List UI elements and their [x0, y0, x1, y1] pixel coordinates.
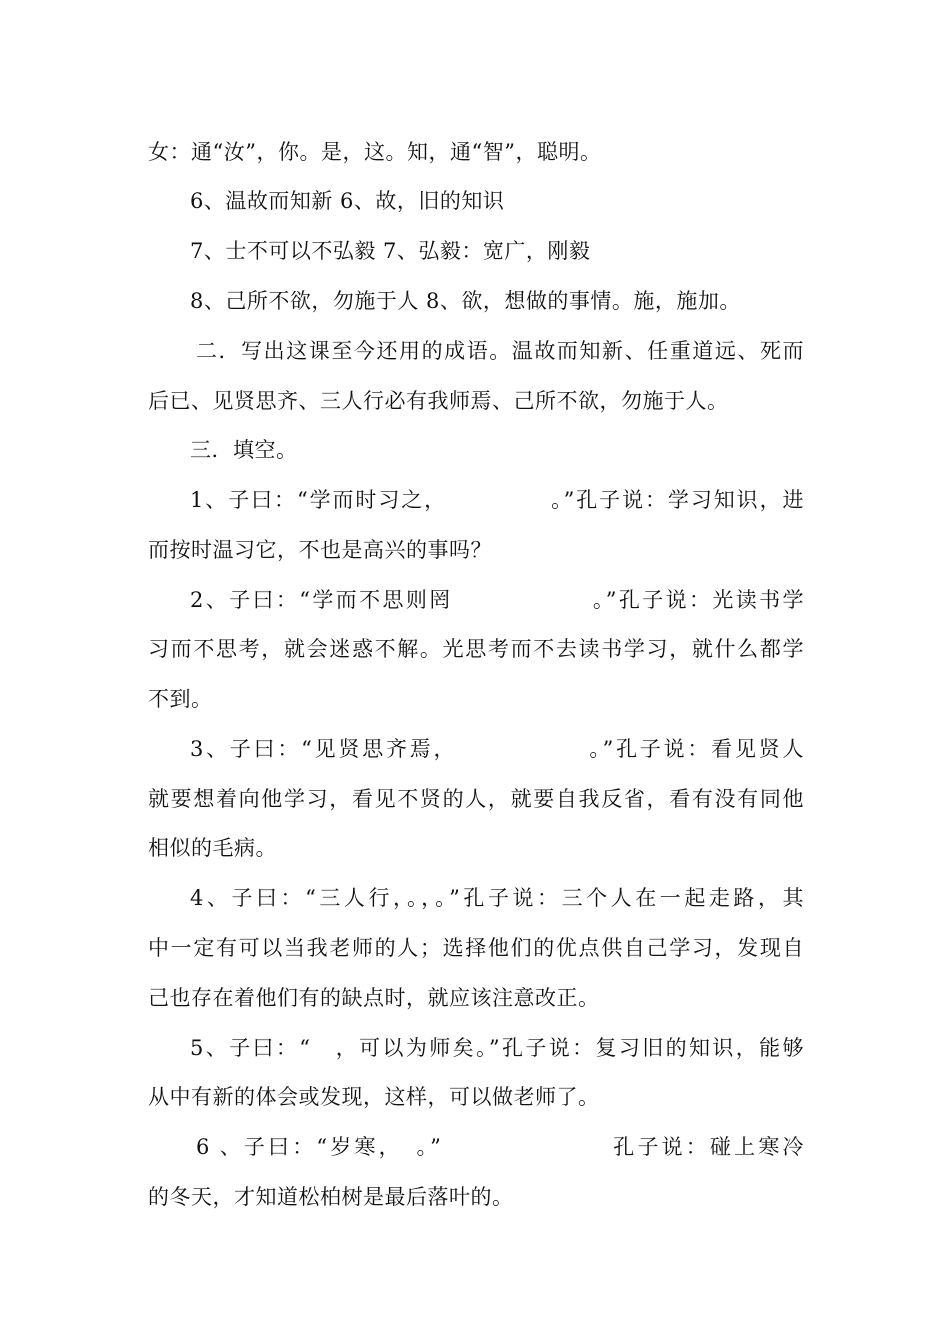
text-line: 3、子曰：“见贤思齐焉， 。”孔子说：看见贤人 [190, 737, 804, 761]
section-heading: 三．填空。 [190, 438, 298, 462]
text-line: 从中有新的体会或发现，这样，可以做老师了。 [148, 1085, 600, 1109]
text-line: 不到。 [148, 687, 213, 711]
text-line: 6、温故而知新 6、故，旧的知识 [190, 189, 505, 213]
text-line: 2、子曰：“学而不思则罔 。”孔子说：光读书学 [190, 588, 804, 612]
text-line: 1、子曰：“学而时习之， 。”孔子说：学习知识，进 [190, 488, 804, 512]
text-line: 而按时温习它，不也是高兴的事吗？ [148, 538, 492, 562]
text-line: 相似的毛病。 [148, 836, 277, 860]
text-line: 就要想着向他学习，看见不贤的人，就要自我反省，看有没有同他 [148, 787, 804, 811]
text-line: 5、子曰：“ ，可以为师矣。”孔子说：复习旧的知识，能够 [190, 1036, 804, 1060]
text-line: 后已、见贤思齐、三人行必有我师焉、己所不欲，勿施于人。 [148, 389, 729, 413]
text-line: 女：通“汝”，你。是，这。知，通“智”，聪明。 [148, 140, 602, 164]
text-line: 6 、子曰：“岁寒， 。” 孔子说：碰上寒冷 [196, 1135, 804, 1159]
text-line: 己也存在着他们有的缺点时，就应该注意改正。 [148, 986, 600, 1010]
text-line: 8、己所不欲，勿施于人 8、欲，想做的事情。施，施加。 [190, 289, 741, 313]
text-line: 7、士不可以不弘毅 7、弘毅：宽广，刚毅 [190, 239, 591, 263]
text-line: 4、子曰：“三人行，。，。”孔子说：三个人在一起走路，其 [190, 886, 804, 910]
text-line: 习而不思考，就会迷惑不解。光思考而不去读书学习，就什么都学 [148, 637, 804, 661]
text-line: 的冬天，才知道松柏树是最后落叶的。 [148, 1185, 514, 1209]
text-line: 中一定有可以当我老师的人；选择他们的优点供自己学习，发现自 [148, 936, 804, 960]
text-line: 二．写出这课至今还用的成语。温故而知新、任重道远、死而 [196, 339, 804, 363]
